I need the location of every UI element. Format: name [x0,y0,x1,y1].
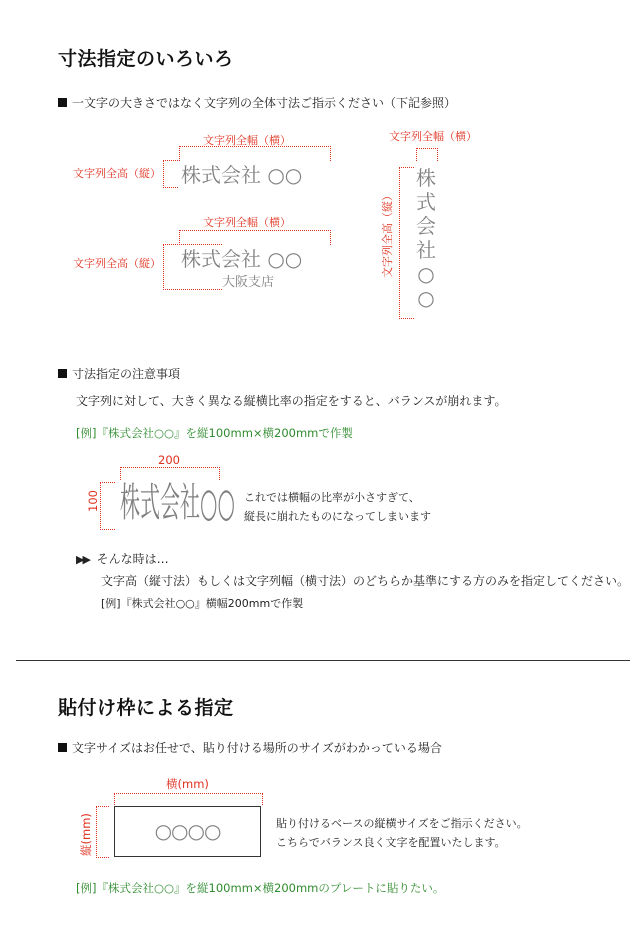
vertical-char: 会 [416,214,436,238]
height-dimension-bracket [96,806,109,858]
vertical-char: 株 [416,166,436,190]
plate-sample-text: ○○○○ [154,819,221,843]
height-dimension-bracket [100,482,115,530]
height-label-c: 文字列全高（縦） [381,190,394,278]
dimension-height-value: 100 [86,490,100,512]
frame-note-line1: 貼り付けるベースの縦横サイズをご指示ください。 [276,817,528,830]
frame-width-label: 横(mm) [166,777,209,791]
square-bullet-icon [58,369,67,378]
tip-text: 文字高（縦寸法）もしくは文字列幅（横寸法）のどちらか基準にする方のみを指定してください。 [101,574,630,588]
width-label-a: 文字列全幅（横） [203,134,291,147]
width-label-c: 文字列全幅（横） [389,130,477,143]
section-subtitle-frame: 文字サイズはお任せで、貼り付ける場所のサイズがわかっている場合 [58,739,442,756]
double-triangle-arrow-icon: ▶▶ [76,553,89,566]
vertical-sample-text [414,166,438,310]
distorted-sample-text: 株式会社○○ [120,478,235,526]
square-bullet-icon [58,743,67,752]
height-dimension-bracket [163,160,178,188]
width-dimension-bracket [114,793,263,805]
vertical-char: 式 [416,190,436,214]
notes-description: 文字列に対して、大きく異なる縦横比率の指定をすると、バランスが崩れます。 [76,394,507,408]
height-label-b: 文字列全高（縦） [73,257,161,270]
tip-example: [例]『株式会社○○』横幅200mmで作製 [101,597,304,610]
vertical-char: ○ [417,262,435,286]
vertical-char: ○ [417,286,435,310]
width-label-b: 文字列全幅（横） [203,216,291,229]
distortion-note-line2: 縦長に崩れたものになってしまいます [244,510,431,523]
frame-example-text: [例]『株式会社○○』を縦100mm×横200mmのプレートに貼りたい。 [76,881,445,895]
sample-text-a: 株式会社 ○○ [181,163,303,187]
width-dimension-bracket [416,148,438,161]
frame-note-line2: こちらでバランス良く文字を配置いたします。 [276,836,506,849]
section-subtitle-dimensions: 一文字の大きさではなく文字列の全体寸法ご指示ください（下記参照） [58,94,456,111]
distortion-note-line1: これでは横幅の比率が小さすぎて、 [244,491,420,504]
plate-frame [114,806,261,857]
section-divider [16,660,630,661]
dimension-width-value: 200 [158,453,180,467]
section-heading-notes: 寸法指定の注意事項 [58,365,180,382]
sample-subtext-b: 大阪支店 [222,275,275,290]
square-bullet-icon [58,98,67,107]
section-title-frame: 貼付け枠による指定 [58,697,234,719]
height-dimension-bracket [399,167,414,319]
tip-heading: ▶▶ そんな時は… [76,552,169,566]
example-text: [例]『株式会社○○』を縦100mm×横200mmで作製 [76,426,353,440]
section-title-dimensions: 寸法指定のいろいろ [58,48,234,70]
vertical-char: 社 [416,238,436,262]
frame-height-label: 縦(mm) [79,813,93,856]
sample-text-b: 株式会社 ○○ [181,247,303,271]
height-label-a: 文字列全高（縦） [73,167,161,180]
